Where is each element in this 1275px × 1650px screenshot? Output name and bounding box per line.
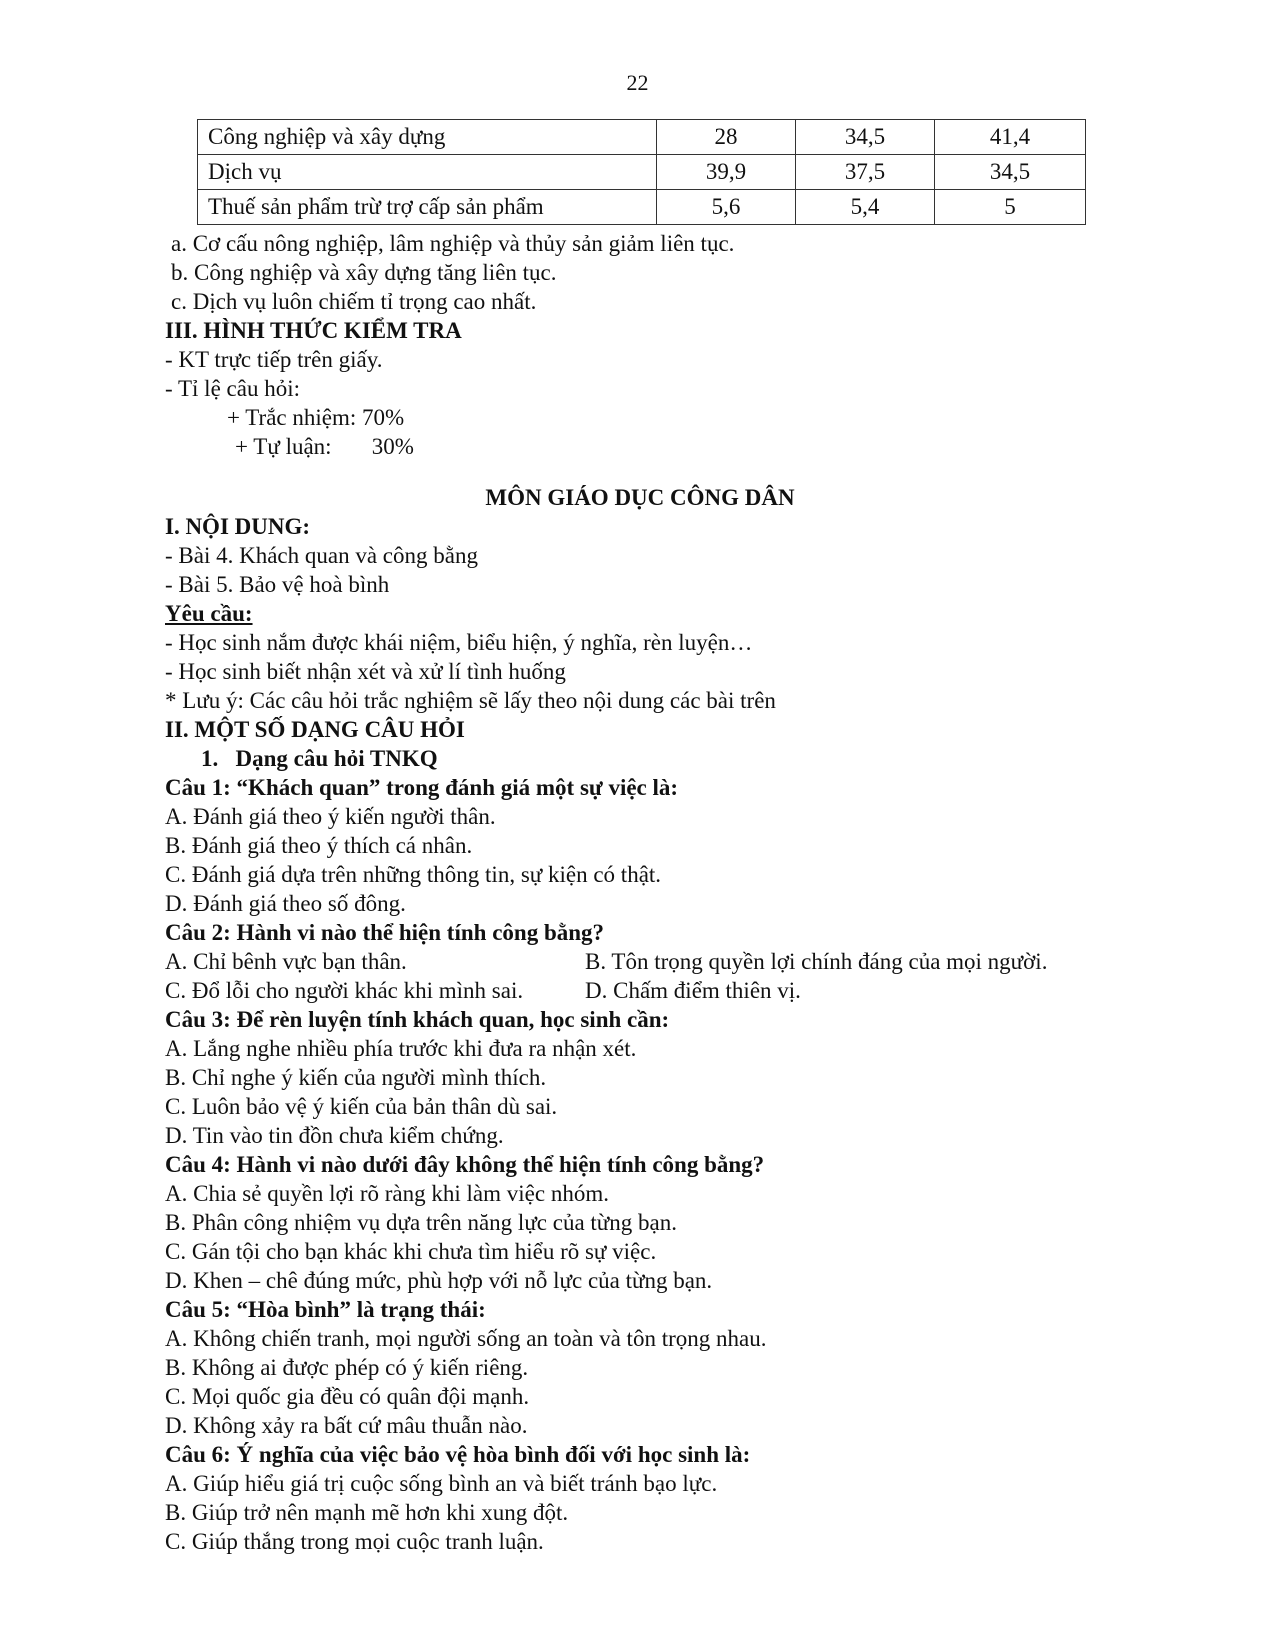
exam-form-line: - KT trực tiếp trên giấy. [165,347,383,372]
table-cell: 37,5 [796,155,935,190]
section-heading-questions: II. MỘT SỐ DẠNG CÂU HỎI [165,717,465,742]
option-c: C. Đánh giá dựa trên những thông tin, sự kiện có thật. [165,862,662,887]
statement-b: b. Công nghiệp và xây dựng tăng liên tục. [171,260,557,285]
page-number: 22 [626,70,649,95]
table-cell: 5,6 [657,190,796,225]
question-4: Câu 4: Hành vi nào dưới đây không thể hiện tính công bằng? [165,1152,765,1177]
question-1: Câu 1: “Khách quan” trong đánh giá một sự việc là: [165,775,679,800]
content-item: - Bài 5. Bảo vệ hoà bình [165,572,390,597]
table-cell: 39,9 [657,155,796,190]
option-a: A. Giúp hiểu giá trị cuộc sống bình an và biết tránh bạo lực. [165,1471,718,1496]
option-d: D. Khen – chê đúng mức, phù hợp với nỗ lực của từng bạn. [165,1268,713,1293]
option-c: C. Mọi quốc gia đều có quân đội mạnh. [165,1384,530,1409]
requirement-item: - Học sinh nắm được khái niệm, biểu hiện, ý nghĩa, rèn luyện… [165,630,753,655]
question-5: Câu 5: “Hòa bình” là trạng thái: [165,1297,486,1322]
option-c: C. Giúp thắng trong mọi cuộc tranh luận. [165,1529,544,1554]
option-a: A. Không chiến tranh, mọi người sống an toàn và tôn trọng nhau. [165,1326,767,1351]
option-c: C. Gán tội cho bạn khác khi chưa tìm hiểu rõ sự việc. [165,1239,657,1264]
option-d: D. Không xảy ra bất cứ mâu thuẫn nào. [165,1413,528,1438]
spacer [165,461,1115,483]
requirement-note: * Lưu ý: Các câu hỏi trắc nghiệm sẽ lấy theo nội dung các bài trên [165,688,776,713]
options-row [165,976,1115,1005]
option-b: B. Không ai được phép có ý kiến riêng. [165,1355,529,1380]
table-row [198,155,1086,190]
table-cell: 5 [935,190,1086,225]
requirement-item: - Học sinh biết nhận xét và xử lí tình huống [165,659,566,684]
option-b: B. Phân công nhiệm vụ dựa trên năng lực của từng bạn. [165,1210,677,1235]
section-heading-content: I. NỘI DUNG: [165,514,311,539]
option-b: B. Chỉ nghe ý kiến của người mình thích. [165,1065,547,1090]
statement-a: a. Cơ cấu nông nghiệp, lâm nghiệp và thủy sản giảm liên tục. [171,231,735,256]
option-b: B. Giúp trở nên mạnh mẽ hơn khi xung đột. [165,1500,569,1525]
option-b: B. Tôn trọng quyền lợi chính đáng của mọi người. [585,949,1048,974]
subject-title: MÔN GIÁO DỤC CÔNG DÂN [485,485,795,510]
options-row [165,947,1115,976]
table-row [198,120,1086,155]
table-row [198,190,1086,225]
option-d: D. Tin vào tin đồn chưa kiểm chứng. [165,1123,504,1148]
option-d: D. Chấm điểm thiên vị. [585,978,801,1003]
document-body [165,229,1115,1556]
option-b: B. Đánh giá theo ý thích cá nhân. [165,833,473,858]
option-d: D. Đánh giá theo số đông. [165,891,406,916]
multiple-choice-ratio: + Trắc nhiệm: 70% [227,405,405,430]
table-cell: 5,4 [796,190,935,225]
option-a: A. Đánh giá theo ý kiến người thân. [165,804,496,829]
question-6: Câu 6: Ý nghĩa của việc bảo vệ hòa bình đối với học sinh là: [165,1442,751,1467]
content-item: - Bài 4. Khách quan và công bằng [165,543,478,568]
question-type-heading: 1. Dạng câu hỏi TNKQ [201,746,438,771]
statement-c: c. Dịch vụ luôn chiếm tỉ trọng cao nhất. [171,289,537,314]
table-cell: Thuế sản phẩm trừ trợ cấp sản phẩm [198,190,657,225]
table-cell: 28 [657,120,796,155]
data-table [197,119,1086,225]
option-a: A. Chia sẻ quyền lợi rõ ràng khi làm việc nhóm. [165,1181,609,1206]
table-cell: Công nghiệp và xây dựng [198,120,657,155]
question-3: Câu 3: Để rèn luyện tính khách quan, học sinh cần: [165,1007,670,1032]
essay-ratio: + Tự luận: 30% [235,434,414,459]
question-2: Câu 2: Hành vi nào thể hiện tính công bằng? [165,920,605,945]
table-cell: 34,5 [935,155,1086,190]
table-cell: 41,4 [935,120,1086,155]
exam-form-line: - Tỉ lệ câu hỏi: [165,376,300,401]
option-c: C. Luôn bảo vệ ý kiến của bản thân dù sai. [165,1094,558,1119]
option-c: C. Đổ lỗi cho người khác khi mình sai. [165,978,524,1003]
table-cell: Dịch vụ [198,155,657,190]
requirements-heading: Yêu cầu: [165,601,253,626]
option-a: A. Lắng nghe nhiều phía trước khi đưa ra nhận xét. [165,1036,637,1061]
section-heading-exam-form: III. HÌNH THỨC KIỂM TRA [165,318,462,343]
table-cell: 34,5 [796,120,935,155]
option-a: A. Chỉ bênh vực bạn thân. [165,949,407,974]
